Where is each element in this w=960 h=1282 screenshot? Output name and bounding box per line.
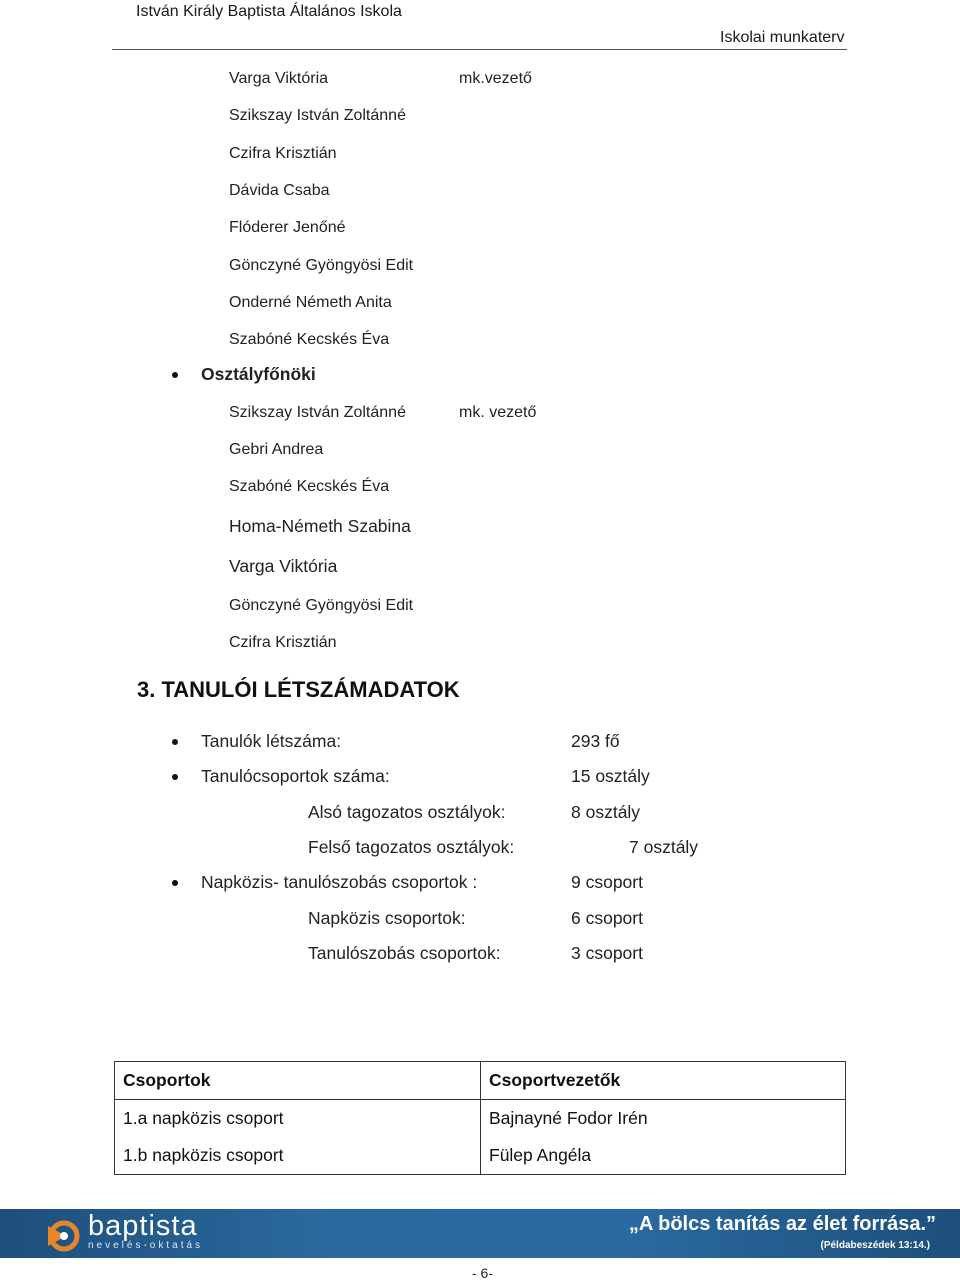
- stat-value: 6 csoport: [571, 908, 643, 928]
- mk1-member: Flóderer Jenőné: [229, 219, 346, 236]
- bullet-icon: [172, 372, 178, 378]
- mk1-member: Czifra Krisztián: [229, 145, 337, 162]
- bullet-icon: [172, 774, 178, 780]
- stat-value: 15 osztály: [571, 766, 650, 786]
- section-heading: 3. TANULÓI LÉTSZÁMADATOK: [137, 677, 460, 702]
- table-cell: Fülep Angéla: [481, 1137, 846, 1175]
- table-cell: 1.b napközis csoport: [115, 1137, 481, 1175]
- stat-label: Tanulócsoportok száma:: [201, 766, 390, 786]
- bullet-icon: [172, 739, 178, 745]
- header-divider: [112, 49, 847, 50]
- stat-label: Tanulószobás csoportok:: [308, 943, 501, 963]
- footer-quote: „A bölcs tanítás az élet forrása.”: [628, 1213, 936, 1235]
- stat-value: 8 osztály: [571, 802, 641, 822]
- mk2-member: Homa-Németh Szabina: [229, 516, 411, 536]
- table-row: [115, 1100, 846, 1138]
- stat-label: Alsó tagozatos osztályok:: [308, 802, 506, 822]
- stat-value: 3 csoport: [571, 943, 643, 963]
- stat-label: Napközis- tanulószobás csoportok :: [201, 872, 478, 892]
- mk1-member: Dávida Csaba: [229, 182, 330, 199]
- mk1-member: Onderné Németh Anita: [229, 294, 392, 311]
- table-cell: Bajnayné Fodor Irén: [481, 1100, 846, 1138]
- mk2-member: Szabóné Kecskés Éva: [229, 478, 390, 495]
- mk1-member: Gönczyné Gyöngyösi Edit: [229, 257, 414, 274]
- logo-tagline: nevelés-oktatás: [88, 1240, 204, 1251]
- mk1-member: Szikszay István Zoltánné: [229, 107, 406, 124]
- mk2-leader-role: mk. vezető: [459, 404, 537, 421]
- groups-table: [114, 1061, 846, 1175]
- footer-quote-reference: (Példabeszédek 13:14.): [820, 1240, 930, 1251]
- mk2-member: Czifra Krisztián: [229, 634, 337, 651]
- bullet-icon: [172, 880, 178, 886]
- mk1-leader-role: mk.vezető: [459, 70, 532, 87]
- stat-label: Tanulók létszáma:: [201, 731, 342, 751]
- mk1-member: Szabóné Kecskés Éva: [229, 331, 390, 348]
- baptista-logo-icon: [44, 1214, 84, 1254]
- mk1-leader-name: Varga Viktória: [229, 70, 329, 87]
- stat-label: Felső tagozatos osztályok:: [308, 837, 515, 857]
- school-name: István Király Baptista Általános Iskola: [136, 3, 402, 20]
- mk2-title: Osztályfőnöki: [201, 364, 316, 384]
- table-row: [115, 1137, 846, 1175]
- stat-value: 293 fő: [571, 731, 620, 751]
- table-cell: 1.a napközis csoport: [115, 1100, 481, 1138]
- mk2-member: Gönczyné Gyöngyösi Edit: [229, 597, 414, 614]
- logo-wordmark: baptista: [88, 1210, 198, 1242]
- mk2-leader-name: Szikszay István Zoltánné: [229, 404, 406, 421]
- table-header-row: [115, 1062, 846, 1100]
- stat-value: 9 csoport: [571, 872, 643, 892]
- page-number: - 6-: [472, 1265, 493, 1281]
- mk2-member: Gebri Andrea: [229, 441, 324, 458]
- table-header-cell: Csoportok: [115, 1062, 481, 1100]
- stat-label: Napközis csoportok:: [308, 908, 466, 928]
- stat-value: 7 osztály: [629, 837, 699, 857]
- document-title: Iskolai munkaterv: [720, 29, 845, 46]
- mk2-member: Varga Viktória: [229, 556, 338, 576]
- table-header-cell: Csoportvezetők: [481, 1062, 846, 1100]
